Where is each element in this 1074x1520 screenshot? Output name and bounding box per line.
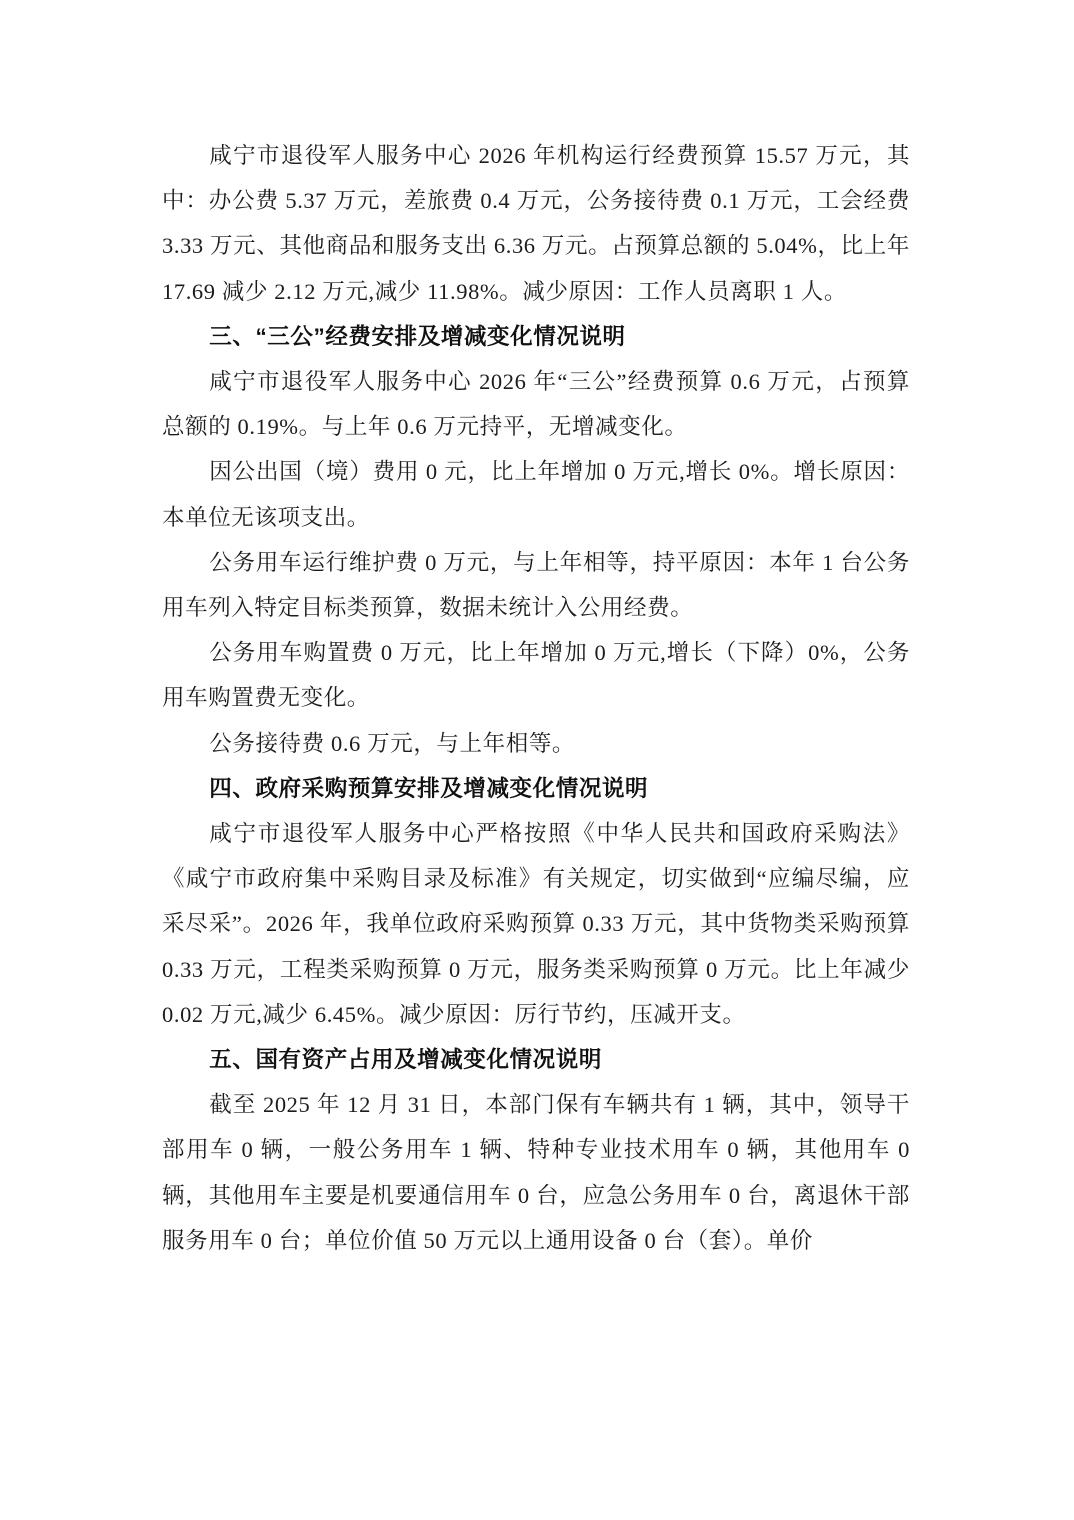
document-body <box>162 133 910 1263</box>
paragraph-procurement-budget: 咸宁市退役军人服务中心严格按照《中华人民共和国政府采购法》《咸宁市政府集中采购目录及标准》有关规定，切实做到“应编尽编，应采尽采”。2026 年，我单位政府采购预算 0.33 万元，其中货物类采购预算 0.33 万元，工程类采购预算 0 万元，服务类采购预算 0 万元。比上年减少 0.02 万元,减少 6.45%。减少原因：厉行节约，压减开支。 <box>162 821 910 1027</box>
section-heading-state-assets: 五、国有资产占用及增减变化情况说明 <box>209 1047 602 1073</box>
paragraph-org-running-costs: 咸宁市退役军人服务中心 2026 年机构运行经费预算 15.57 万元，其中：办公费 5.37 万元，差旅费 0.4 万元，公务接待费 0.1 万元，工会经费 3.33 万元、其他商品和服务支出 6.36 万元。占预算总额的 5.04%，比上年 17.69 减少 2.12 万元,减少 11.98%。减少原因：工作人员离职 1 人。 <box>162 143 910 304</box>
paragraph-three-public-total: 咸宁市退役军人服务中心 2026 年“三公”经费预算 0.6 万元，占预算总额的 0.19%。与上年 0.6 万元持平，无增减变化。 <box>162 369 910 440</box>
paragraph-overseas-travel: 因公出国（境）费用 0 元，比上年增加 0 万元,增长 0%。增长原因：本单位无该项支出。 <box>162 459 910 530</box>
paragraph-state-assets: 截至 2025 年 12 月 31 日，本部门保有车辆共有 1 辆，其中，领导干部用车 0 辆，一般公务用车 1 辆、特种专业技术用车 0 辆，其他用车 0 辆，其他用车主要是机要通信用车 0 台，应急公务用车 0 台，离退休干部服务用车 0 台；单位价值 50 万元以上通用设备 0 台（套）。单价 <box>162 1092 910 1253</box>
paragraph-vehicle-maintenance: 公务用车运行维护费 0 万元，与上年相等，持平原因：本年 1 台公务用车列入特定目标类预算，数据未统计入公用经费。 <box>162 549 910 621</box>
paragraph-vehicle-purchase: 公务用车购置费 0 万元，比上年增加 0 万元,增长（下降）0%，公务用车购置费无变化。 <box>162 640 910 711</box>
section-heading-gov-procurement: 四、政府采购预算安排及增减变化情况说明 <box>209 775 649 801</box>
section-heading-three-public-funds: 三、“三公”经费安排及增减变化情况说明 <box>209 323 626 349</box>
paragraph-official-reception: 公务接待费 0.6 万元，与上年相等。 <box>209 730 576 756</box>
